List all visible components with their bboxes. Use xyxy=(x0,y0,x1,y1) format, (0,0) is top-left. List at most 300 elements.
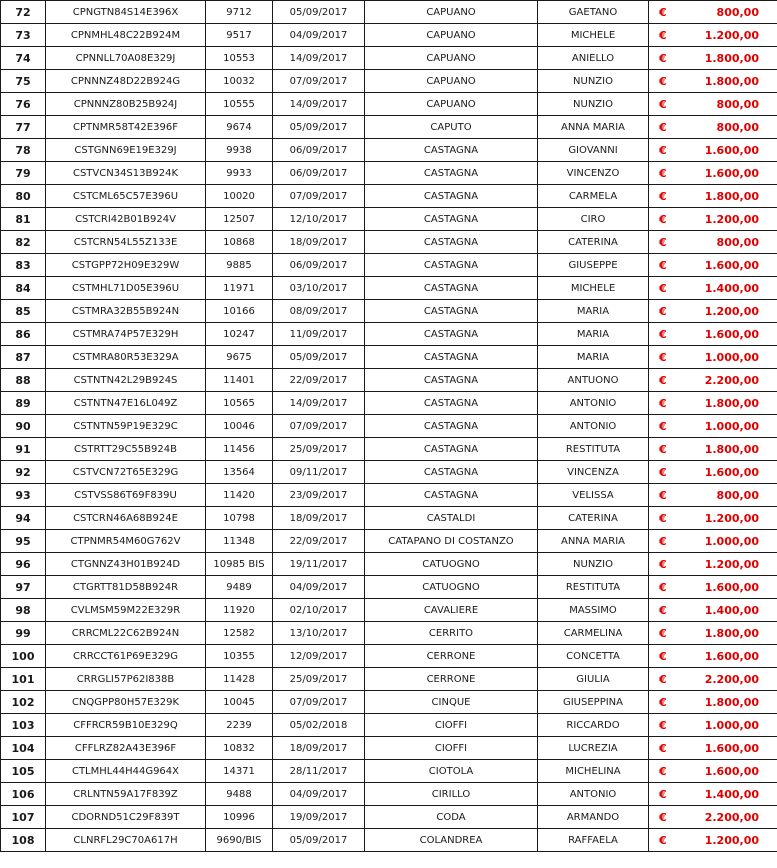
table-row xyxy=(1,438,777,461)
currency-symbol: € xyxy=(649,783,699,806)
row-number: 99 xyxy=(1,622,46,645)
fiscal-code: CPNNLL70A08E329J xyxy=(46,47,206,70)
table-row xyxy=(1,277,777,300)
amount: 1.600,00 xyxy=(699,254,777,277)
row-number: 107 xyxy=(1,806,46,829)
date: 06/09/2017 xyxy=(273,139,365,162)
fiscal-code: CRRGLI57P62I838B xyxy=(46,668,206,691)
amount: 1.200,00 xyxy=(699,829,777,852)
surname: CAVALIERE xyxy=(365,599,538,622)
date: 05/09/2017 xyxy=(273,1,365,24)
surname: CASTAGNA xyxy=(365,415,538,438)
date: 08/09/2017 xyxy=(273,300,365,323)
row-number: 102 xyxy=(1,691,46,714)
fiscal-code: CSTGPP72H09E329W xyxy=(46,254,206,277)
amount: 800,00 xyxy=(699,231,777,254)
surname: CIOFFI xyxy=(365,737,538,760)
first-name: MARIA xyxy=(538,346,649,369)
table-row xyxy=(1,530,777,553)
protocol-number: 10247 xyxy=(206,323,273,346)
fiscal-code: CSTGNN69E19E329J xyxy=(46,139,206,162)
fiscal-code: CSTMRA32B55B924N xyxy=(46,300,206,323)
currency-symbol: € xyxy=(649,162,699,185)
first-name: CATERINA xyxy=(538,507,649,530)
amount: 1.800,00 xyxy=(699,622,777,645)
row-number: 93 xyxy=(1,484,46,507)
surname: CASTAGNA xyxy=(365,277,538,300)
currency-symbol: € xyxy=(649,47,699,70)
date: 05/02/2018 xyxy=(273,714,365,737)
date: 05/09/2017 xyxy=(273,829,365,852)
table-row xyxy=(1,829,777,852)
first-name: GAETANO xyxy=(538,1,649,24)
amount: 1.400,00 xyxy=(699,277,777,300)
table-row xyxy=(1,47,777,70)
date: 04/09/2017 xyxy=(273,24,365,47)
amount: 1.600,00 xyxy=(699,162,777,185)
surname: CAPUANO xyxy=(365,70,538,93)
amount: 1.600,00 xyxy=(699,737,777,760)
protocol-number: 10166 xyxy=(206,300,273,323)
currency-symbol: € xyxy=(649,599,699,622)
protocol-number: 9690/BIS xyxy=(206,829,273,852)
fiscal-code: CPNGTN84S14E396X xyxy=(46,1,206,24)
row-number: 95 xyxy=(1,530,46,553)
amount: 2.200,00 xyxy=(699,369,777,392)
table-row xyxy=(1,691,777,714)
table-row xyxy=(1,622,777,645)
protocol-number: 14371 xyxy=(206,760,273,783)
amount: 1.200,00 xyxy=(699,300,777,323)
surname: CIOTOLA xyxy=(365,760,538,783)
currency-symbol: € xyxy=(649,806,699,829)
row-number: 79 xyxy=(1,162,46,185)
currency-symbol: € xyxy=(649,530,699,553)
fiscal-code: CFFLRZ82A43E396F xyxy=(46,737,206,760)
first-name: MARIA xyxy=(538,323,649,346)
fiscal-code: CSTCML65C57E396U xyxy=(46,185,206,208)
table-row xyxy=(1,24,777,47)
date: 09/11/2017 xyxy=(273,461,365,484)
amount: 800,00 xyxy=(699,116,777,139)
row-number: 89 xyxy=(1,392,46,415)
currency-symbol: € xyxy=(649,208,699,231)
row-number: 87 xyxy=(1,346,46,369)
first-name: ANNA MARIA xyxy=(538,116,649,139)
surname: CAPUANO xyxy=(365,24,538,47)
table-row xyxy=(1,185,777,208)
fiscal-code: CSTMRA80R53E329A xyxy=(46,346,206,369)
first-name: RICCARDO xyxy=(538,714,649,737)
fiscal-code: CSTCRN46A68B924E xyxy=(46,507,206,530)
first-name: GIUSEPPINA xyxy=(538,691,649,714)
date: 07/09/2017 xyxy=(273,691,365,714)
amount: 1.400,00 xyxy=(699,783,777,806)
surname: CERRONE xyxy=(365,645,538,668)
surname: CASTAGNA xyxy=(365,392,538,415)
first-name: CONCETTA xyxy=(538,645,649,668)
date: 14/09/2017 xyxy=(273,93,365,116)
first-name: CATERINA xyxy=(538,231,649,254)
surname: COLANDREA xyxy=(365,829,538,852)
row-number: 72 xyxy=(1,1,46,24)
date: 05/09/2017 xyxy=(273,346,365,369)
currency-symbol: € xyxy=(649,760,699,783)
surname: CAPUTO xyxy=(365,116,538,139)
protocol-number: 11456 xyxy=(206,438,273,461)
currency-symbol: € xyxy=(649,231,699,254)
first-name: LUCREZIA xyxy=(538,737,649,760)
table-row xyxy=(1,783,777,806)
currency-symbol: € xyxy=(649,346,699,369)
date: 06/09/2017 xyxy=(273,254,365,277)
date: 25/09/2017 xyxy=(273,668,365,691)
protocol-number: 10985 BIS xyxy=(206,553,273,576)
amount: 2.200,00 xyxy=(699,668,777,691)
currency-symbol: € xyxy=(649,829,699,852)
row-number: 83 xyxy=(1,254,46,277)
row-number: 90 xyxy=(1,415,46,438)
first-name: GIULIA xyxy=(538,668,649,691)
table-row xyxy=(1,208,777,231)
row-number: 104 xyxy=(1,737,46,760)
fiscal-code: CPNMHL48C22B924M xyxy=(46,24,206,47)
table-row xyxy=(1,1,777,24)
table-row xyxy=(1,507,777,530)
first-name: ANTONIO xyxy=(538,783,649,806)
surname: CASTAGNA xyxy=(365,369,538,392)
row-number: 105 xyxy=(1,760,46,783)
first-name: MARIA xyxy=(538,300,649,323)
currency-symbol: € xyxy=(649,576,699,599)
date: 22/09/2017 xyxy=(273,530,365,553)
currency-symbol: € xyxy=(649,392,699,415)
currency-symbol: € xyxy=(649,323,699,346)
first-name: RESTITUTA xyxy=(538,438,649,461)
amount: 1.600,00 xyxy=(699,139,777,162)
surname: CATUOGNO xyxy=(365,553,538,576)
amount: 1.000,00 xyxy=(699,415,777,438)
first-name: CARMELA xyxy=(538,185,649,208)
first-name: VINCENZO xyxy=(538,162,649,185)
fiscal-code: CSTMRA74P57E329H xyxy=(46,323,206,346)
amount: 1.800,00 xyxy=(699,47,777,70)
table-body xyxy=(1,1,777,852)
fiscal-code: CSTCRN54L55Z133E xyxy=(46,231,206,254)
date: 07/09/2017 xyxy=(273,70,365,93)
row-number: 81 xyxy=(1,208,46,231)
row-number: 73 xyxy=(1,24,46,47)
fiscal-code: CDORND51C29F839T xyxy=(46,806,206,829)
table-row xyxy=(1,93,777,116)
amount: 1.200,00 xyxy=(699,553,777,576)
fiscal-code: CRRCCT61P69E329G xyxy=(46,645,206,668)
protocol-number: 11920 xyxy=(206,599,273,622)
row-number: 94 xyxy=(1,507,46,530)
fiscal-code: CSTMHL71D05E396U xyxy=(46,277,206,300)
fiscal-code: CSTNTN59P19E329C xyxy=(46,415,206,438)
amount: 1.200,00 xyxy=(699,24,777,47)
table-row xyxy=(1,737,777,760)
date: 11/09/2017 xyxy=(273,323,365,346)
currency-symbol: € xyxy=(649,553,699,576)
amount: 1.800,00 xyxy=(699,392,777,415)
first-name: RAFFAELA xyxy=(538,829,649,852)
amount: 800,00 xyxy=(699,1,777,24)
protocol-number: 9489 xyxy=(206,576,273,599)
row-number: 85 xyxy=(1,300,46,323)
surname: CASTAGNA xyxy=(365,139,538,162)
fiscal-code: CTPNMR54M60G762V xyxy=(46,530,206,553)
date: 03/10/2017 xyxy=(273,277,365,300)
surname: CERRITO xyxy=(365,622,538,645)
protocol-number: 10032 xyxy=(206,70,273,93)
row-number: 74 xyxy=(1,47,46,70)
surname: CASTALDI xyxy=(365,507,538,530)
row-number: 88 xyxy=(1,369,46,392)
table-row xyxy=(1,231,777,254)
table-row xyxy=(1,714,777,737)
amount: 2.200,00 xyxy=(699,806,777,829)
fiscal-code: CTGRTT81D58B924R xyxy=(46,576,206,599)
date: 02/10/2017 xyxy=(273,599,365,622)
protocol-number: 9674 xyxy=(206,116,273,139)
protocol-number: 9675 xyxy=(206,346,273,369)
row-number: 100 xyxy=(1,645,46,668)
protocol-number: 11428 xyxy=(206,668,273,691)
surname: CASTAGNA xyxy=(365,346,538,369)
first-name: ANTUONO xyxy=(538,369,649,392)
protocol-number: 2239 xyxy=(206,714,273,737)
table-row xyxy=(1,139,777,162)
table-row xyxy=(1,484,777,507)
table-row xyxy=(1,346,777,369)
row-number: 106 xyxy=(1,783,46,806)
protocol-number: 10020 xyxy=(206,185,273,208)
amount: 800,00 xyxy=(699,484,777,507)
row-number: 84 xyxy=(1,277,46,300)
date: 23/09/2017 xyxy=(273,484,365,507)
surname: CIRILLO xyxy=(365,783,538,806)
surname: CASTAGNA xyxy=(365,438,538,461)
row-number: 77 xyxy=(1,116,46,139)
currency-symbol: € xyxy=(649,254,699,277)
date: 14/09/2017 xyxy=(273,392,365,415)
amount: 1.600,00 xyxy=(699,323,777,346)
row-number: 103 xyxy=(1,714,46,737)
table-row xyxy=(1,116,777,139)
protocol-number: 10355 xyxy=(206,645,273,668)
fiscal-code: CNQGPP80H57E329K xyxy=(46,691,206,714)
currency-symbol: € xyxy=(649,622,699,645)
surname: CATAPANO DI COSTANZO xyxy=(365,530,538,553)
protocol-number: 9712 xyxy=(206,1,273,24)
row-number: 78 xyxy=(1,139,46,162)
date: 04/09/2017 xyxy=(273,576,365,599)
protocol-number: 10832 xyxy=(206,737,273,760)
surname: CASTAGNA xyxy=(365,484,538,507)
protocol-number: 10798 xyxy=(206,507,273,530)
date: 12/09/2017 xyxy=(273,645,365,668)
amount: 1.600,00 xyxy=(699,461,777,484)
surname: CIOFFI xyxy=(365,714,538,737)
fiscal-code: CSTVCN34S13B924K xyxy=(46,162,206,185)
amount: 800,00 xyxy=(699,93,777,116)
currency-symbol: € xyxy=(649,300,699,323)
first-name: ANTONIO xyxy=(538,415,649,438)
date: 19/09/2017 xyxy=(273,806,365,829)
protocol-number: 10045 xyxy=(206,691,273,714)
amount: 1.600,00 xyxy=(699,576,777,599)
currency-symbol: € xyxy=(649,24,699,47)
surname: CASTAGNA xyxy=(365,300,538,323)
surname: CODA xyxy=(365,806,538,829)
row-number: 98 xyxy=(1,599,46,622)
first-name: CARMELINA xyxy=(538,622,649,645)
currency-symbol: € xyxy=(649,277,699,300)
fiscal-code: CTLMHL44H44G964X xyxy=(46,760,206,783)
amount: 1.600,00 xyxy=(699,645,777,668)
fiscal-code: CSTNTN42L29B924S xyxy=(46,369,206,392)
amount: 1.200,00 xyxy=(699,507,777,530)
table-row xyxy=(1,461,777,484)
protocol-number: 9488 xyxy=(206,783,273,806)
currency-symbol: € xyxy=(649,116,699,139)
date: 28/11/2017 xyxy=(273,760,365,783)
fiscal-code: CRLNTN59A17F839Z xyxy=(46,783,206,806)
currency-symbol: € xyxy=(649,461,699,484)
date: 04/09/2017 xyxy=(273,783,365,806)
fiscal-code: CSTCRI42B01B924V xyxy=(46,208,206,231)
currency-symbol: € xyxy=(649,369,699,392)
protocol-number: 10996 xyxy=(206,806,273,829)
currency-symbol: € xyxy=(649,714,699,737)
first-name: CIRO xyxy=(538,208,649,231)
fiscal-code: CSTRTT29C55B924B xyxy=(46,438,206,461)
fiscal-code: CVLMSM59M22E329R xyxy=(46,599,206,622)
protocol-number: 9933 xyxy=(206,162,273,185)
protocol-number: 11348 xyxy=(206,530,273,553)
table-row xyxy=(1,576,777,599)
first-name: RESTITUTA xyxy=(538,576,649,599)
currency-symbol: € xyxy=(649,93,699,116)
first-name: MASSIMO xyxy=(538,599,649,622)
date: 14/09/2017 xyxy=(273,47,365,70)
currency-symbol: € xyxy=(649,70,699,93)
first-name: VELISSA xyxy=(538,484,649,507)
table-row xyxy=(1,392,777,415)
amount: 1.600,00 xyxy=(699,760,777,783)
row-number: 91 xyxy=(1,438,46,461)
table-row xyxy=(1,645,777,668)
table-row xyxy=(1,806,777,829)
currency-symbol: € xyxy=(649,737,699,760)
surname: CINQUE xyxy=(365,691,538,714)
fiscal-code: CTGNNZ43H01B924D xyxy=(46,553,206,576)
amount: 1.200,00 xyxy=(699,208,777,231)
date: 18/09/2017 xyxy=(273,737,365,760)
currency-symbol: € xyxy=(649,1,699,24)
amount: 1.000,00 xyxy=(699,530,777,553)
protocol-number: 9517 xyxy=(206,24,273,47)
fiscal-code: CRRCML22C62B924N xyxy=(46,622,206,645)
surname: CATUOGNO xyxy=(365,576,538,599)
currency-symbol: € xyxy=(649,438,699,461)
date: 07/09/2017 xyxy=(273,415,365,438)
surname: CASTAGNA xyxy=(365,231,538,254)
first-name: MICHELE xyxy=(538,277,649,300)
table-row xyxy=(1,369,777,392)
row-number: 82 xyxy=(1,231,46,254)
currency-symbol: € xyxy=(649,139,699,162)
currency-symbol: € xyxy=(649,645,699,668)
date: 18/09/2017 xyxy=(273,231,365,254)
surname: CASTAGNA xyxy=(365,254,538,277)
table-row xyxy=(1,415,777,438)
protocol-number: 12582 xyxy=(206,622,273,645)
first-name: MICHELE xyxy=(538,24,649,47)
date: 05/09/2017 xyxy=(273,116,365,139)
amount: 1.000,00 xyxy=(699,346,777,369)
fiscal-code: CPNNNZ80B25B924J xyxy=(46,93,206,116)
date: 22/09/2017 xyxy=(273,369,365,392)
first-name: NUNZIO xyxy=(538,553,649,576)
amount: 1.800,00 xyxy=(699,438,777,461)
first-name: NUNZIO xyxy=(538,70,649,93)
surname: CASTAGNA xyxy=(365,162,538,185)
surname: CASTAGNA xyxy=(365,461,538,484)
table-row xyxy=(1,668,777,691)
date: 18/09/2017 xyxy=(273,507,365,530)
row-number: 86 xyxy=(1,323,46,346)
currency-symbol: € xyxy=(649,415,699,438)
surname: CERRONE xyxy=(365,668,538,691)
protocol-number: 11420 xyxy=(206,484,273,507)
table-row xyxy=(1,254,777,277)
first-name: GIOVANNI xyxy=(538,139,649,162)
surname: CAPUANO xyxy=(365,93,538,116)
first-name: ANTONIO xyxy=(538,392,649,415)
first-name: MICHELINA xyxy=(538,760,649,783)
row-number: 96 xyxy=(1,553,46,576)
table-row xyxy=(1,760,777,783)
protocol-number: 10565 xyxy=(206,392,273,415)
protocol-number: 10868 xyxy=(206,231,273,254)
row-number: 97 xyxy=(1,576,46,599)
fiscal-code: CPNNNZ48D22B924G xyxy=(46,70,206,93)
surname: CASTAGNA xyxy=(365,323,538,346)
protocol-number: 10555 xyxy=(206,93,273,116)
currency-symbol: € xyxy=(649,668,699,691)
row-number: 101 xyxy=(1,668,46,691)
date: 19/11/2017 xyxy=(273,553,365,576)
row-number: 80 xyxy=(1,185,46,208)
row-number: 108 xyxy=(1,829,46,852)
protocol-number: 10553 xyxy=(206,47,273,70)
amount: 1.000,00 xyxy=(699,714,777,737)
protocol-number: 9938 xyxy=(206,139,273,162)
surname: CASTAGNA xyxy=(365,185,538,208)
fiscal-code: CPTNMR58T42E396F xyxy=(46,116,206,139)
first-name: ARMANDO xyxy=(538,806,649,829)
table-row xyxy=(1,323,777,346)
fiscal-code: CSTNTN47E16L049Z xyxy=(46,392,206,415)
protocol-number: 11971 xyxy=(206,277,273,300)
amount: 1.400,00 xyxy=(699,599,777,622)
row-number: 92 xyxy=(1,461,46,484)
first-name: ANNA MARIA xyxy=(538,530,649,553)
first-name: NUNZIO xyxy=(538,93,649,116)
